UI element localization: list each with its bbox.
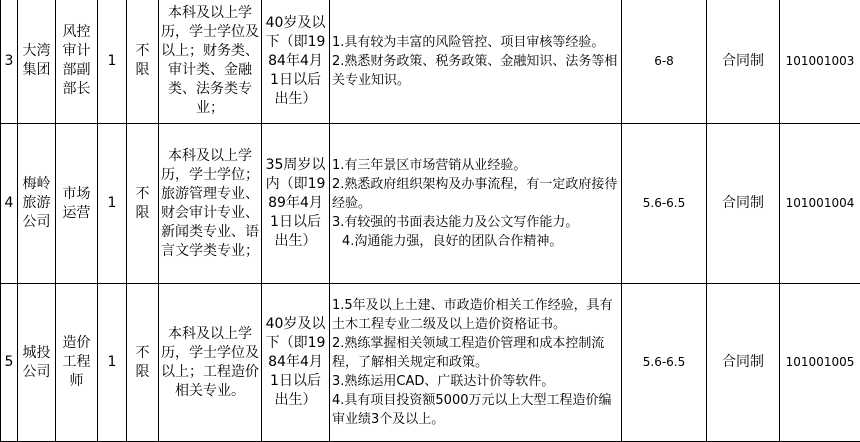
employment-type-cell: 合同制 [707,124,780,284]
age-cell: 40岁及以下（即1984年4月1日以后出生） [262,284,330,442]
requirements-cell [330,284,622,442]
requirement-line: 1.具有较为丰富的风险管控、项目审核等经验。 [332,33,619,52]
table-row [1,0,860,124]
requirement-line: 1.有三年景区市场营销从业经验。 [332,156,619,175]
requirement-line: 1.5年及以上土建、市政造价相关工作经验，具有土木工程专业二级及以上造价资格证书。 [332,296,619,334]
education-cell: 本科及以上学历，学士学位及以上；财务类、审计类、金融类、法务类专业； [159,0,262,124]
table-row [1,124,860,284]
position-code-cell: 101001004 [780,124,860,284]
position-cell: 市场运营 [56,124,98,284]
count-cell: 1 [98,0,127,124]
requirement-line: 2.熟练掌握相关领域工程造价管理和成本控制流程，了解相关规定和政策。 [332,334,619,372]
position-cell: 造价工程师 [56,284,98,442]
education-cell: 本科及以上学历，学士学位及以上；工程造价相关专业。 [159,284,262,442]
row-number: 4 [1,124,18,284]
requirement-line: 4.具有项目投资额5000万元以上大型工程造价编审业绩3个及以上。 [332,391,619,429]
company-cell: 大湾集团 [18,0,56,124]
requirements-cell [330,124,622,284]
requirement-line: 4.沟通能力强，良好的团队合作精神。 [332,232,619,251]
table-row [1,284,860,442]
row-number: 3 [1,0,18,124]
company-cell: 梅岭旅游公司 [18,124,56,284]
gender-cell: 不限 [127,0,159,124]
requirement-line: 2.熟悉政府组织架构及办事流程，有一定政府接待经验。 [332,175,619,213]
salary-cell: 6-8 [622,0,707,124]
salary-cell: 5.6-6.5 [622,284,707,442]
requirement-line: 2.熟悉财务政策、税务政策、金融知识、法务等相关专业知识。 [332,52,619,90]
position-code-cell: 101001005 [780,284,860,442]
row-number: 5 [1,284,18,442]
position-cell: 风控审计部副部长 [56,0,98,124]
age-cell: 40岁及以下（即1984年4月1日以后出生） [262,0,330,124]
salary-cell: 5.6-6.5 [622,124,707,284]
count-cell: 1 [98,284,127,442]
count-cell: 1 [98,124,127,284]
requirement-line: 3.熟练运用CAD、广联达计价等软件。 [332,372,619,391]
education-cell: 本科及以上学历，学士学位；旅游管理专业、财会审计专业、新闻类专业、语言文学类专业； [159,124,262,284]
age-cell: 35周岁以内（即1989年4月1日以后出生） [262,124,330,284]
company-cell: 城投公司 [18,284,56,442]
employment-type-cell: 合同制 [707,0,780,124]
employment-type-cell: 合同制 [707,284,780,442]
position-code-cell: 101001003 [780,0,860,124]
requirement-line: 3.有较强的书面表达能力及公文写作能力。 [332,213,619,232]
gender-cell: 不限 [127,284,159,442]
requirements-cell [330,0,622,124]
gender-cell: 不限 [127,124,159,284]
